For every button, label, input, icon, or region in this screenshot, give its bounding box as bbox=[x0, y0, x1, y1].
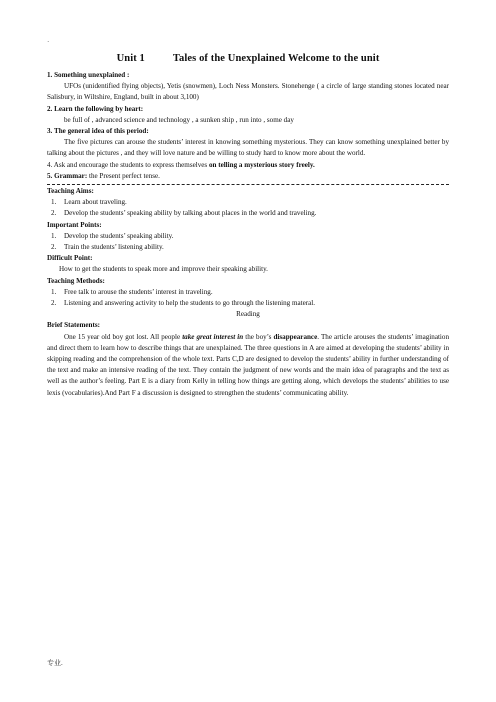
section-2-heading: 2. Learn the following by heart: bbox=[47, 104, 144, 113]
header-mark: · bbox=[47, 38, 50, 46]
section-4 bbox=[47, 160, 449, 171]
list-text: Listening and answering activity to help the students to go through the listening materal. bbox=[64, 299, 315, 308]
list-number: 2. bbox=[51, 299, 57, 308]
section-5-text: the Present perfect tense. bbox=[88, 171, 160, 180]
difficult-heading: Difficult Point: bbox=[47, 254, 93, 263]
list-item bbox=[47, 242, 449, 253]
brief-heading: Brief Statements: bbox=[47, 321, 100, 330]
section-4-text: 4. Ask and encourage the students to express themselves bbox=[47, 160, 209, 169]
unit-label: Unit 1 bbox=[116, 53, 145, 64]
brief-text-3: . The article arouses the students’ imagination and direct them to learn how to describe things that are unexplained. The three questions in A are aimed at developing the students’ ability in skipping reading and the comprehension of the whole text. Parts C,D are designed to develop the students’ ability in further understanding of the text and make an intensive reading of the text. They contain the judgment of new words and the main idea of paragraphs and the text as well as the author’s feeling. Part E is a diary from Kelly in telling how things are getting along, which develops the students’ abilities to use lexis (vocabularies).And Part F a discussion is designed to strengthen the students’ communicating ability. bbox=[47, 332, 450, 397]
brief-text-1: One 15 year old boy got lost. All people bbox=[64, 332, 183, 341]
brief-emphasis: take great interest in bbox=[182, 332, 244, 341]
aims-heading: Teaching Aims: bbox=[47, 187, 94, 196]
section-1-heading: 1. Something unexplained : bbox=[47, 71, 130, 79]
brief-bold-word: disappearance bbox=[273, 332, 318, 341]
list-item bbox=[47, 231, 449, 242]
list-item bbox=[47, 208, 449, 219]
list-text: Learn about traveling. bbox=[64, 198, 127, 207]
brief-text-2: the boy’s bbox=[243, 332, 274, 341]
section-3-body: The five pictures can arouse the students’ interest in knowing something mysterious. They can know something unexplained better by talking about the pictures , and they will love nature and be willing to study hard to know more about the world. bbox=[47, 138, 449, 158]
section-5 bbox=[47, 171, 449, 182]
methods-heading: Teaching Methods: bbox=[47, 276, 105, 285]
list-number: 1. bbox=[51, 231, 57, 240]
list-text: Develop the students’ speaking ability by talking about places in the world and traveling. bbox=[64, 209, 317, 218]
important-heading: Important Points: bbox=[47, 220, 102, 229]
list-text: Develop the students’ speaking ability. bbox=[64, 231, 174, 240]
footer-mark: 专业. bbox=[47, 659, 63, 667]
list-item bbox=[47, 287, 449, 298]
list-number: 1. bbox=[51, 198, 57, 207]
list-number: 1. bbox=[51, 287, 57, 296]
page-title bbox=[0, 53, 496, 64]
list-text: Train the students’ listening ability. bbox=[64, 243, 164, 252]
dashed-divider bbox=[47, 184, 449, 185]
section-2-body: be full of , advanced science and technology , a sunken ship , run into , some day bbox=[64, 115, 294, 124]
unit-title: Tales of the Unexplained Welcome to the unit bbox=[172, 53, 380, 64]
list-text: Free talk to arouse the students’ interest in traveling. bbox=[64, 287, 213, 296]
list-number: 2. bbox=[51, 243, 57, 252]
reading-label: Reading bbox=[236, 310, 260, 319]
section-4-bold: on telling a mysterious story freely. bbox=[208, 160, 315, 169]
section-1-body: UFOs (unidentified flying objects), Yetis (snowmen), Loch Ness Monsters. Stonehenge ( a circle of large standing stones located near Salisbury, in Wiltshire, England, built in about 3,100) bbox=[47, 82, 449, 102]
section-3-heading: 3. The general idea of this period: bbox=[47, 127, 149, 136]
list-item bbox=[47, 197, 449, 208]
list-item bbox=[47, 298, 449, 309]
section-5-label: 5. Grammar: bbox=[47, 171, 89, 180]
brief-body bbox=[47, 332, 449, 399]
difficult-body: How to get the students to speak more and improve their speaking ability. bbox=[59, 265, 268, 274]
list-number: 2. bbox=[51, 209, 57, 218]
document-body bbox=[47, 70, 449, 399]
